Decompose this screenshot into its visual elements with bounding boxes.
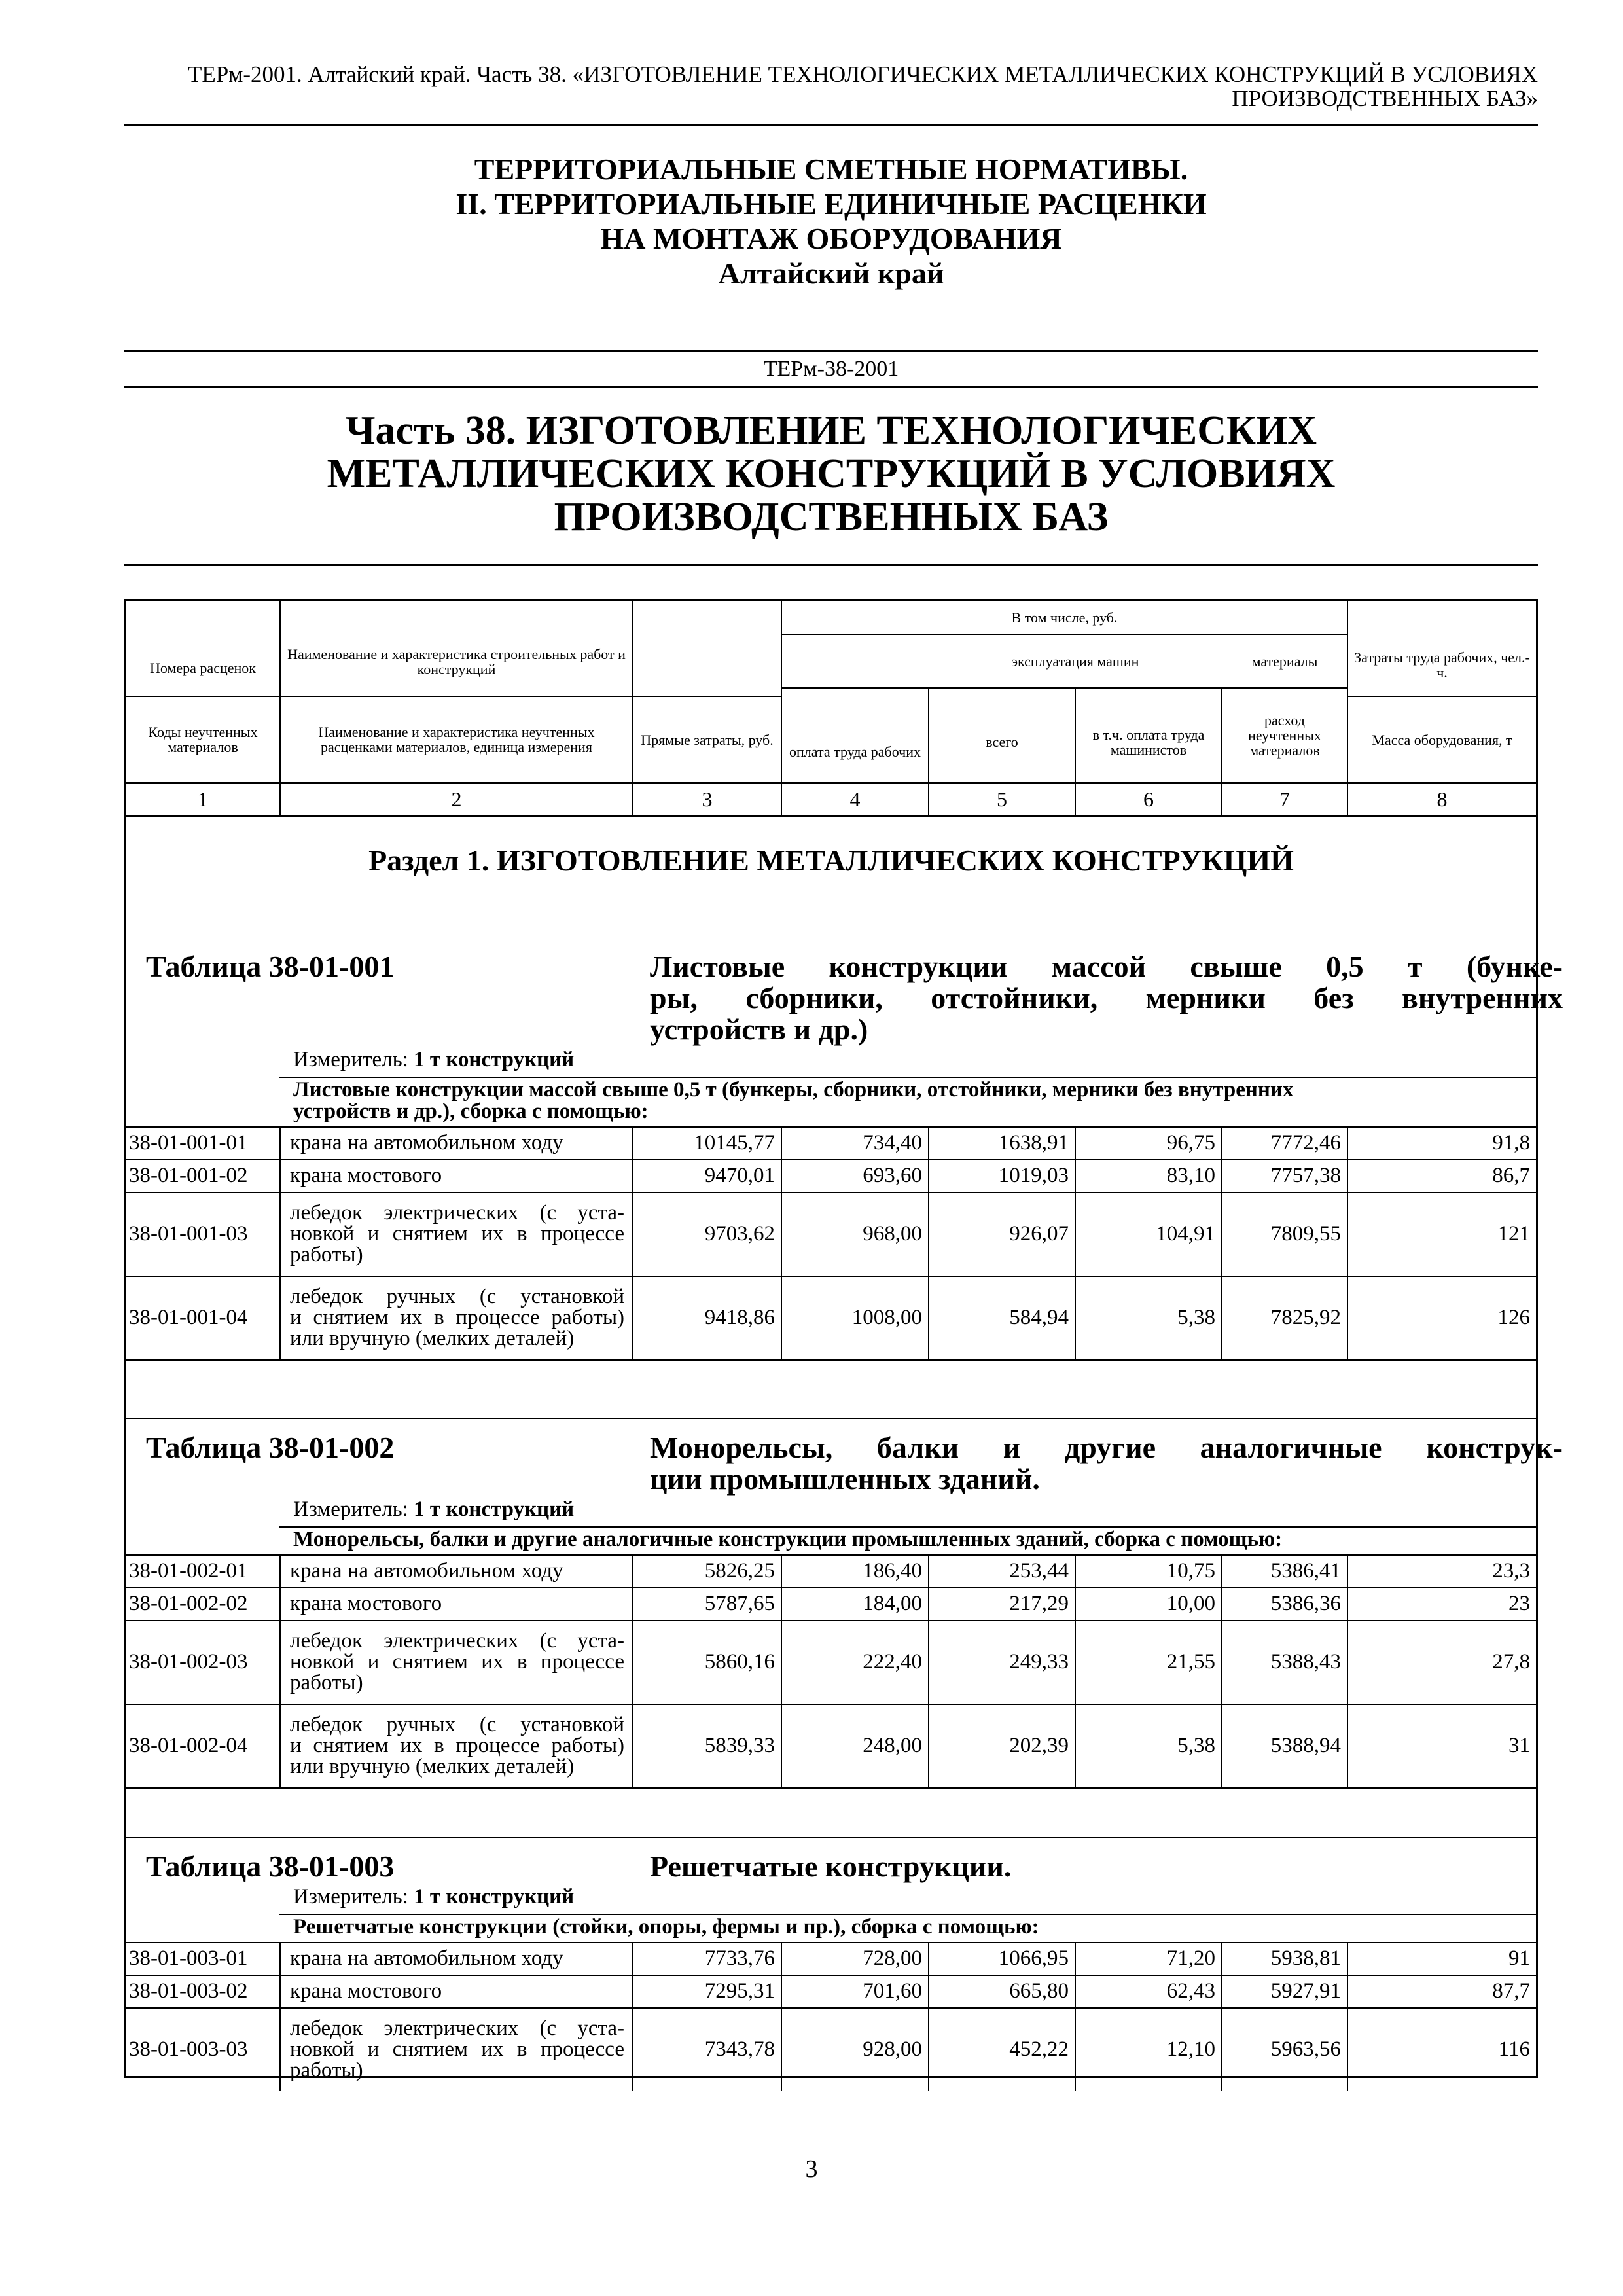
rate-description (281, 1554, 632, 1587)
unit-value: 1 т конструкций (414, 1048, 575, 1071)
unit-prefix: Измеритель: (293, 1885, 408, 1909)
rate-materials: 5388,43 (1270, 1650, 1341, 1674)
unit-prefix: Измеритель: (293, 1048, 408, 1071)
rates-subheading-line: устройств и др.), сборка с помощью: (293, 1100, 649, 1123)
title-rule (124, 564, 1538, 566)
table-description (650, 951, 1563, 1045)
col-number: 5 (997, 787, 1007, 811)
part-title-line: Часть 38. ИЗГОТОВЛЕНИЕ ТЕХНОЛОГИЧЕСКИХ (346, 408, 1317, 453)
rate-operators: 83,10 (1166, 1164, 1215, 1187)
running-header: ТЕРм-2001. Алтайский край. Часть 38. «ИЗГОТОВЛЕНИЕ ТЕХНОЛОГИЧЕСКИХ МЕТАЛЛИЧЕСКИХ КОНСТРУКЦИЙ В УСЛОВИЯХ ПРОИЗВОДСТВЕННЫХ БАЗ» (188, 62, 1538, 111)
rate-machines: 249,33 (1009, 1650, 1069, 1674)
rate-operators: 10,00 (1166, 1592, 1215, 1615)
rate-description (281, 1587, 632, 1620)
rate-hours: 91,8 (1492, 1131, 1530, 1155)
unit-of-measure (293, 1885, 574, 1909)
rate-hours: 91 (1508, 1946, 1530, 1970)
rate-description-line: крана на автомобильном ходу (290, 1131, 563, 1155)
table-description (650, 1432, 1563, 1495)
rates-subheading-line: Монорельсы, балки и другие аналогичные конструкции промышленных зданий, сборка с помощью: (293, 1528, 1283, 1551)
rate-description-line: крана мостового (290, 1164, 442, 1187)
rate-code: 38-01-003-03 (129, 2037, 248, 2061)
rate-description-line: и снятием их в процессе работы) (290, 1306, 624, 1329)
rate-operators: 12,10 (1166, 2037, 1215, 2061)
col-number: 2 (451, 787, 462, 811)
rate-operators: 5,38 (1177, 1306, 1215, 1329)
rate-materials: 7757,38 (1270, 1164, 1341, 1187)
unit-value: 1 т конструкций (414, 1885, 575, 1909)
rate-description-text (290, 1165, 624, 1186)
rate-labor: 728,00 (863, 1946, 922, 1970)
rate-description-text (290, 1948, 624, 1969)
row-rule (126, 1418, 1536, 1419)
header-equipment-mass: Масса оборудования, т (1372, 731, 1512, 748)
rate-code: 38-01-003-02 (129, 1979, 248, 2003)
rate-machines: 1019,03 (998, 1164, 1069, 1187)
rate-description-text (290, 1714, 624, 1777)
col-number: 8 (1436, 787, 1448, 811)
page-number: 3 (805, 2155, 818, 2183)
col-number: 6 (1143, 787, 1154, 811)
rates-subheading (293, 1529, 1529, 1551)
rate-description (281, 1942, 632, 1975)
table-description (650, 1851, 1563, 1882)
header-labor-cost: Затраты труда рабочих, чел.-ч. (1354, 649, 1530, 681)
rate-hours: 27,8 (1492, 1650, 1530, 1674)
unit-value: 1 т конструкций (414, 1498, 575, 1521)
heading-line: ТЕРРИТОРИАЛЬНЫЕ СМЕТНЫЕ НОРМАТИВЫ. (474, 152, 1188, 186)
document-code: ТЕРм-38-2001 (124, 350, 1538, 388)
rate-labor: 248,00 (863, 1734, 922, 1757)
rates-subheading (293, 1916, 1529, 1938)
rate-code: 38-01-002-03 (129, 1650, 248, 1674)
rate-hours: 116 (1498, 2037, 1530, 2061)
rate-description-line: или вручную (мелких деталей) (290, 1327, 575, 1350)
table-description-line: Решетчатые конструкции. (650, 1850, 1012, 1883)
table-description-line: ции промышленных зданий. (650, 1462, 1040, 1496)
rate-code: 38-01-003-01 (129, 1946, 248, 1970)
rate-hours: 23 (1508, 1592, 1530, 1615)
rate-direct: 5839,33 (704, 1734, 775, 1757)
heading-line: НА МОНТАЖ ОБОРУДОВАНИЯ (600, 222, 1062, 255)
rate-description-text (290, 1981, 624, 2001)
rate-materials: 5938,81 (1270, 1946, 1341, 1970)
header-including: В том числе, руб. (1011, 609, 1118, 626)
rate-description-line: новкой и снятием их в процессе (290, 2037, 624, 2061)
rate-description-line: работы) (290, 1243, 363, 1266)
part-title-line: МЕТАЛЛИЧЕСКИХ КОНСТРУКЦИЙ В УСЛОВИЯХ (327, 452, 1336, 496)
rate-machines: 926,07 (1009, 1222, 1069, 1246)
table-label: Таблица 38-01-002 (146, 1431, 395, 1464)
header-work-name: Наименование и характеристика строительных работ и конструкций (287, 645, 626, 677)
rate-direct: 9703,62 (704, 1222, 775, 1246)
rate-description (281, 1126, 632, 1159)
rate-description-line: крана мостового (290, 1979, 442, 2003)
rate-description-text (290, 1593, 624, 1614)
table-description-line: Листовые конструкции массой свыше 0,5 т (бунке- (650, 950, 1563, 983)
rate-operators: 62,43 (1166, 1979, 1215, 2003)
col-number: 4 (849, 787, 861, 811)
rate-code: 38-01-001-01 (129, 1131, 248, 1155)
header-labor-pay: оплата труда рабочих (789, 744, 921, 760)
rate-materials: 5927,91 (1270, 1979, 1341, 2003)
table-label: Таблица 38-01-001 (146, 950, 395, 983)
rate-materials: 5386,36 (1270, 1592, 1341, 1615)
rate-description-line: крана на автомобильном ходу (290, 1946, 563, 1970)
header-operators-pay: в т.ч. оплата труда машинистов (1092, 726, 1205, 758)
rate-direct: 9418,86 (704, 1306, 775, 1329)
rate-direct: 7733,76 (704, 1946, 775, 1970)
rate-hours: 31 (1508, 1734, 1530, 1757)
rate-labor: 701,60 (863, 1979, 922, 2003)
rate-machines: 253,44 (1009, 1559, 1069, 1583)
heading-region: Алтайский край (718, 257, 944, 290)
header-material-name: Наименование и характеристика неучтенных расценками материалов, единица измерения (318, 724, 595, 755)
rate-description (281, 2007, 632, 2091)
unit-prefix: Измеритель: (293, 1498, 408, 1521)
rate-operators: 5,38 (1177, 1734, 1215, 1757)
rate-description-line: работы) (290, 2058, 363, 2082)
rate-description-line: работы) (290, 1671, 363, 1695)
rate-machines: 1066,95 (998, 1946, 1069, 1970)
rate-code: 38-01-001-03 (129, 1222, 248, 1246)
rate-description-line: новкой и снятием их в процессе (290, 1222, 624, 1246)
rate-operators: 10,75 (1166, 1559, 1215, 1583)
rate-direct: 10145,77 (694, 1131, 775, 1155)
row-rule (126, 1837, 1536, 1838)
header-machine-ops: эксплуатация машин (1011, 653, 1139, 670)
table-description-line: Монорельсы, балки и другие аналогичные конструк- (650, 1431, 1563, 1464)
rate-materials: 5388,94 (1270, 1734, 1341, 1757)
rate-materials: 7809,55 (1270, 1222, 1341, 1246)
rate-materials: 7772,46 (1270, 1131, 1341, 1155)
rate-labor: 186,40 (863, 1559, 922, 1583)
rate-direct: 7343,78 (704, 2037, 775, 2061)
rate-operators: 21,55 (1166, 1650, 1215, 1674)
row-rule (126, 1787, 1536, 1789)
rate-code: 38-01-002-04 (129, 1734, 248, 1757)
rate-description-line: лебедок электрических (с уста- (290, 2017, 624, 2040)
rate-description (281, 1192, 632, 1276)
header-rule (124, 124, 1538, 126)
header-material-codes: Коды неучтенных материалов (148, 724, 258, 755)
heading-line: II. ТЕРРИТОРИАЛЬНЫЕ ЕДИНИЧНЫЕ РАСЦЕНКИ (455, 187, 1207, 221)
rate-code: 38-01-001-04 (129, 1306, 248, 1329)
rate-description-text (290, 1630, 624, 1693)
unit-of-measure (293, 1498, 574, 1521)
part-title-line: ПРОИЗВОДСТВЕННЫХ БАЗ (554, 495, 1109, 539)
rates-table (124, 599, 1563, 2082)
table-description-line: устройств и др.) (650, 1013, 868, 1046)
document-heading (124, 152, 1538, 291)
rate-direct: 5860,16 (704, 1650, 775, 1674)
table-description-line: ры, сборники, отстойники, мерники без внутренних (650, 981, 1563, 1014)
col-number: 3 (702, 787, 713, 811)
rate-materials: 5963,56 (1270, 2037, 1341, 2061)
rate-description-line: лебедок ручных (с установкой (290, 1285, 624, 1308)
rate-description-line: и снятием их в процессе работы) (290, 1734, 624, 1757)
header-rates-number: Номера расценок (150, 660, 256, 676)
header-materials: материалы (1251, 653, 1318, 670)
rate-hours: 126 (1497, 1306, 1530, 1329)
rate-labor: 1008,00 (851, 1306, 922, 1329)
rate-machines: 217,29 (1009, 1592, 1069, 1615)
colnum-bottom-rule (126, 815, 1536, 817)
rate-description-line: лебедок ручных (с установкой (290, 1713, 624, 1736)
rate-description-text (290, 1286, 624, 1349)
section-title: Раздел 1. ИЗГОТОВЛЕНИЕ МЕТАЛЛИЧЕСКИХ КОНСТРУКЦИЙ (368, 844, 1294, 877)
part-title (124, 409, 1538, 539)
rate-description-line: крана мостового (290, 1592, 442, 1615)
rate-description-text (290, 1560, 624, 1581)
rate-description (281, 1975, 632, 2007)
rate-labor: 928,00 (863, 2037, 922, 2061)
rate-description-text (290, 1202, 624, 1265)
rate-code: 38-01-002-02 (129, 1592, 248, 1615)
rate-description (281, 1704, 632, 1787)
rate-machines: 1638,91 (998, 1131, 1069, 1155)
table-label: Таблица 38-01-003 (146, 1850, 395, 1883)
rate-description (281, 1159, 632, 1192)
rate-materials: 5386,41 (1270, 1559, 1341, 1583)
row-rule (126, 1359, 1536, 1361)
rate-description-text (290, 2018, 624, 2081)
rate-direct: 5826,25 (704, 1559, 775, 1583)
rate-description-line: лебедок электрических (с уста- (290, 1629, 624, 1653)
rate-direct: 5787,65 (704, 1592, 775, 1615)
rate-description (281, 1620, 632, 1704)
rate-hours: 121 (1497, 1222, 1530, 1246)
rate-description-line: новкой и снятием их в процессе (290, 1650, 624, 1674)
unit-of-measure (293, 1048, 574, 1071)
rate-materials: 7825,92 (1270, 1306, 1341, 1329)
rate-hours: 87,7 (1492, 1979, 1530, 2003)
rate-machines: 584,94 (1009, 1306, 1069, 1329)
rates-subheading-line: Листовые конструкции массой свыше 0,5 т (бункеры, сборники, отстойники, мерники без внутренних (293, 1078, 1294, 1102)
rate-description (281, 1276, 632, 1359)
rate-code: 38-01-002-01 (129, 1559, 248, 1583)
rate-description-text (290, 1132, 624, 1153)
col-number: 1 (198, 787, 208, 811)
header-consumption: расход неучтенных материалов (1248, 712, 1321, 759)
rate-description-line: или вручную (мелких деталей) (290, 1755, 575, 1778)
rate-machines: 452,22 (1009, 2037, 1069, 2061)
rate-description-line: лебедок электрических (с уста- (290, 1201, 624, 1225)
rate-labor: 693,60 (863, 1164, 922, 1187)
header-direct-costs: Прямые затраты, руб. (641, 731, 774, 748)
rates-subheading-line: Решетчатые конструкции (стойки, опоры, фермы и пр.), сборка с помощью: (293, 1915, 1039, 1939)
rate-direct: 7295,31 (704, 1979, 775, 2003)
rate-description-line: крана на автомобильном ходу (290, 1559, 563, 1583)
rate-code: 38-01-001-02 (129, 1164, 248, 1187)
rate-labor: 734,40 (863, 1131, 922, 1155)
rate-operators: 96,75 (1166, 1131, 1215, 1155)
rate-machines: 202,39 (1009, 1734, 1069, 1757)
rate-labor: 968,00 (863, 1222, 922, 1246)
rate-operators: 71,20 (1166, 1946, 1215, 1970)
col-number: 7 (1279, 787, 1290, 811)
rate-hours: 86,7 (1492, 1164, 1530, 1187)
rate-labor: 184,00 (863, 1592, 922, 1615)
rates-subheading (293, 1079, 1529, 1122)
rate-hours: 23,3 (1492, 1559, 1530, 1583)
rate-labor: 222,40 (863, 1650, 922, 1674)
rate-direct: 9470,01 (704, 1164, 775, 1187)
rate-machines: 665,80 (1009, 1979, 1069, 2003)
rate-operators: 104,91 (1156, 1222, 1215, 1246)
header-machine-total: всего (986, 734, 1018, 750)
